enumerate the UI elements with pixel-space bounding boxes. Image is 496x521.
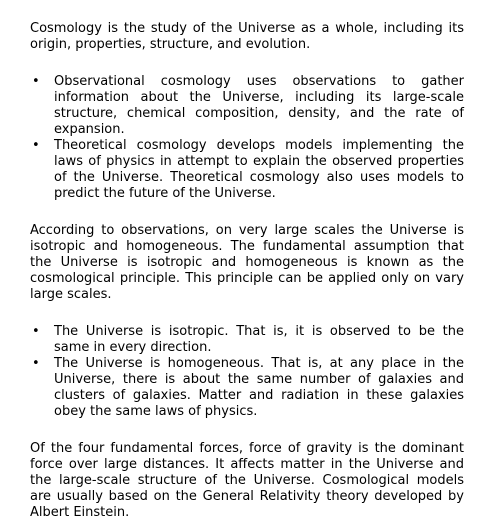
list-item [30,138,464,202]
bullet-icon: • [32,356,40,371]
bullet-icon: • [32,138,40,153]
cosmological-principle-paragraph: According to observations, on very large scales the Universe is isotropic and homogeneous. The fundamental assumption that the Universe is isotropic and homogeneous is known as the cosmological principle. This principle can be applied only on vary large scales. [30,223,464,302]
list-item [30,74,464,138]
list-item [30,324,464,356]
document-body [30,0,464,521]
list-item-text: Theoretical cosmology develops models implementing the laws of physics in attempt to explain the observed properties of the Universe. Theoretical cosmology also uses models to predict the future of the Universe. [54,138,464,201]
cosmology-branches-list [30,74,464,202]
bullet-icon: • [32,324,40,339]
list-item-text: The Universe is isotropic. That is, it is observed to be the same in every direction. [54,324,464,355]
universe-properties-list [30,324,464,420]
list-item-text: The Universe is homogeneous. That is, at any place in the Universe, there is about the same number of galaxies and clusters of galaxies. Matter and radiation in these galaxies obey the same laws of physics. [54,356,464,419]
intro-paragraph: Cosmology is the study of the Universe as a whole, including its origin, properties, structure, and evolution. [30,21,464,52]
list-item [30,356,464,420]
list-item-text: Observational cosmology uses observations to gather information about the Universe, including its large-scale structure, chemical composition, density, and the rate of expansion. [54,74,464,137]
fundamental-forces-paragraph: Of the four fundamental forces, force of gravity is the dominant force over large distances. It affects matter in the Universe and the large-scale structure of the Universe. Cosmological models are usually based on the General Relativity theory developed by Albert Einstein. [30,441,464,520]
bullet-icon: • [32,74,40,89]
